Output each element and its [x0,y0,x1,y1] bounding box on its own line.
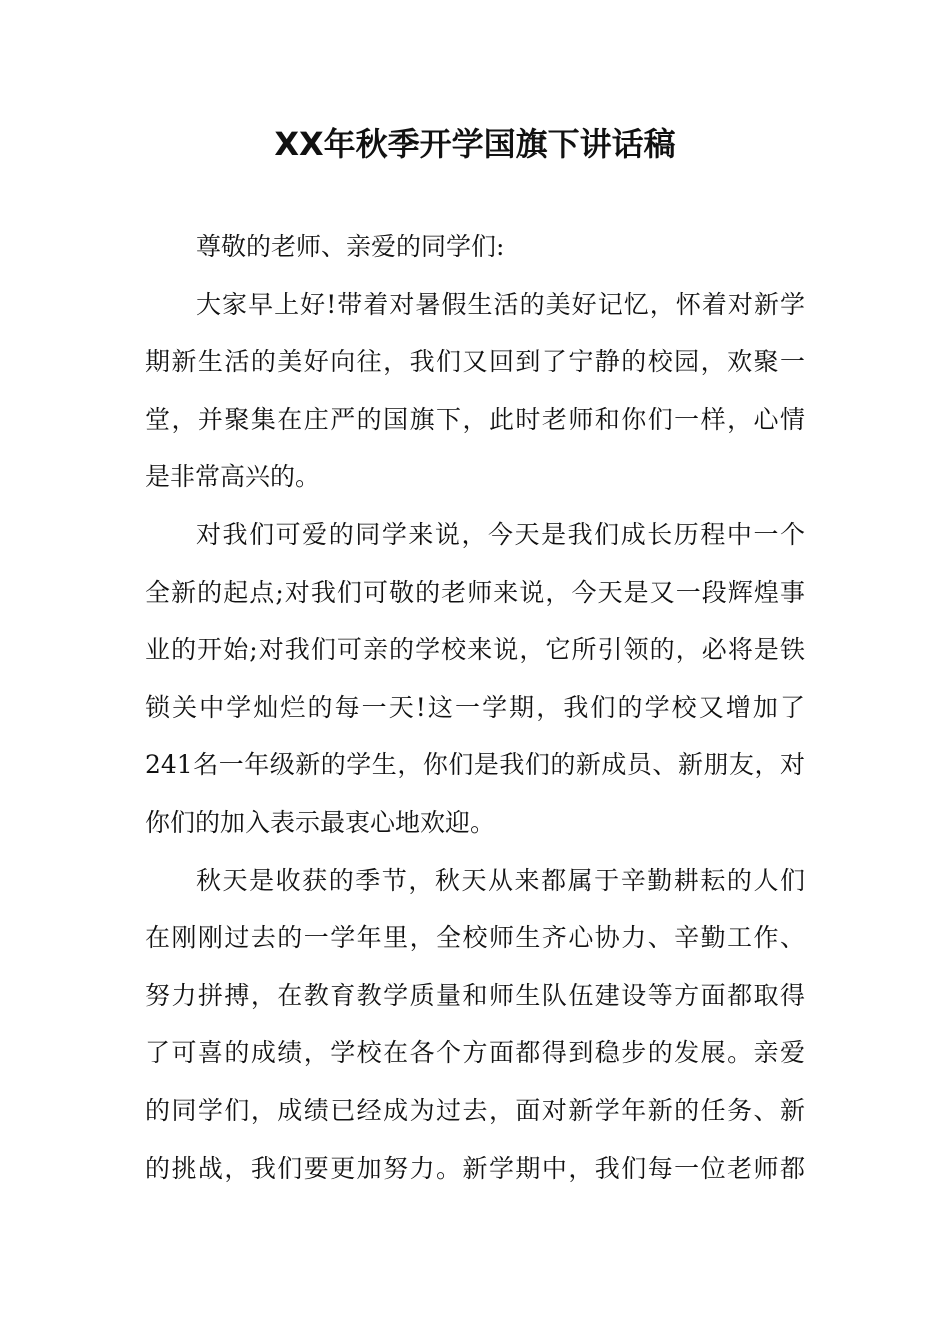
document-body [145,218,805,1197]
paragraph-line: 了可喜的成绩，学校在各个方面都得到稳步的发展。亲爱 [145,1038,805,1068]
paragraph-line: 业的开始;对我们可亲的学校来说，它所引领的，必将是铁 [145,635,805,665]
paragraph [145,506,805,852]
paragraph-line: 对我们可爱的同学来说，今天是我们成长历程中一个 [196,519,805,549]
paragraph-line: 的同学们，成绩已经成为过去，面对新学年新的任务、新 [145,1095,805,1125]
paragraph-line: 期新生活的美好向往，我们又回到了宁静的校园，欢聚一 [145,347,805,377]
paragraph-line: 秋天是收获的季节，秋天从来都属于辛勤耕耘的人们 [196,865,805,895]
paragraph [145,276,805,506]
paragraph-line: 锁关中学灿烂的每一天!这一学期，我们的学校又增加了 [145,692,805,722]
document-title: XX年秋季开学国旗下讲话稿 [274,125,676,163]
paragraph-line: 是非常高兴的。 [145,462,321,492]
paragraph-line: 堂，并聚集在庄严的国旗下，此时老师和你们一样，心情 [145,404,805,434]
paragraph-line: 你们的加入表示最衷心地欢迎。 [145,807,496,837]
paragraph-line: 大家早上好!带着对暑假生活的美好记忆，怀着对新学 [196,289,805,319]
paragraph-line: 的挑战，我们要更加努力。新学期中，我们每一位老师都 [145,1153,805,1183]
paragraph [145,852,805,1198]
paragraph-line: 努力拼搏，在教育教学质量和师生队伍建设等方面都取得 [145,980,805,1010]
paragraph-line: 全新的起点;对我们可敬的老师来说，今天是又一段辉煌事 [145,577,805,607]
paragraph-line: 在刚刚过去的一学年里，全校师生齐心协力、辛勤工作、 [145,923,805,953]
paragraph-line: 241名一年级新的学生，你们是我们的新成员、新朋友，对 [145,750,805,780]
paragraph-greeting [145,218,805,276]
paragraph-line: 尊敬的老师、亲爱的同学们: [196,232,505,261]
